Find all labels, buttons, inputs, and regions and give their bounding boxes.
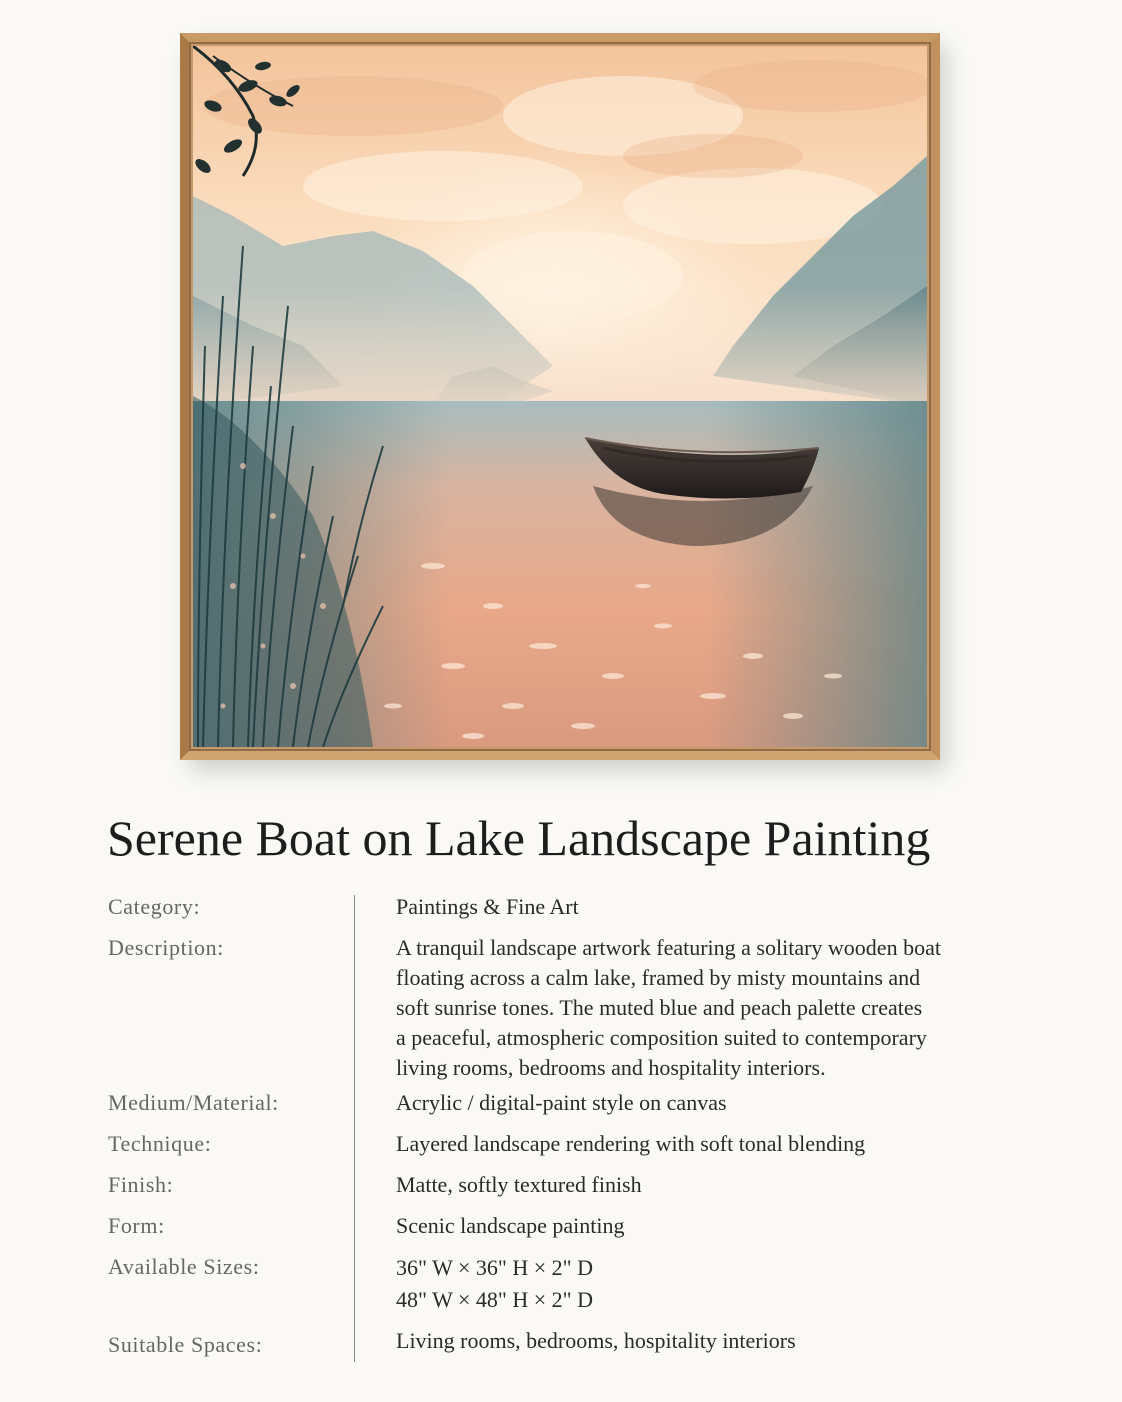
label-spaces: Suitable Spaces: (108, 1332, 263, 1357)
size-option: 36" W × 36" H × 2" D (396, 1255, 594, 1280)
description-line: a peaceful, atmospheric composition suited to contemporary (396, 1025, 927, 1050)
description-line: living rooms, bedrooms and hospitality interiors. (396, 1055, 826, 1080)
label-form: Form: (108, 1213, 165, 1238)
value-spaces: Living rooms, bedrooms, hospitality interiors (396, 1328, 796, 1353)
description-line: soft sunrise tones. The muted blue and peach palette creates (396, 995, 923, 1020)
value-finish: Matte, softly textured finish (396, 1172, 642, 1197)
label-sizes: Available Sizes: (108, 1254, 260, 1279)
size-option: 48" W × 48" H × 2" D (396, 1287, 594, 1312)
product-title: Serene Boat on Lake Landscape Painting (107, 810, 931, 866)
label-description: Description: (108, 935, 224, 960)
value-sizes (396, 1252, 1036, 1316)
value-medium: Acrylic / digital-paint style on canvas (396, 1090, 727, 1115)
description-line: floating across a calm lake, framed by misty mountains and (396, 965, 921, 990)
painting-frame (180, 33, 940, 760)
painting-canvas (193, 46, 927, 747)
label-technique: Technique: (108, 1131, 212, 1156)
label-medium: Medium/Material: (108, 1090, 279, 1115)
column-divider (354, 895, 355, 1362)
description-line: A tranquil landscape artwork featuring a solitary wooden boat (396, 935, 941, 960)
value-category: Paintings & Fine Art (396, 894, 579, 919)
value-form: Scenic landscape painting (396, 1213, 625, 1238)
label-finish: Finish: (108, 1172, 174, 1197)
value-description (396, 933, 1036, 1083)
value-technique: Layered landscape rendering with soft tonal blending (396, 1131, 866, 1156)
label-category: Category: (108, 894, 201, 919)
